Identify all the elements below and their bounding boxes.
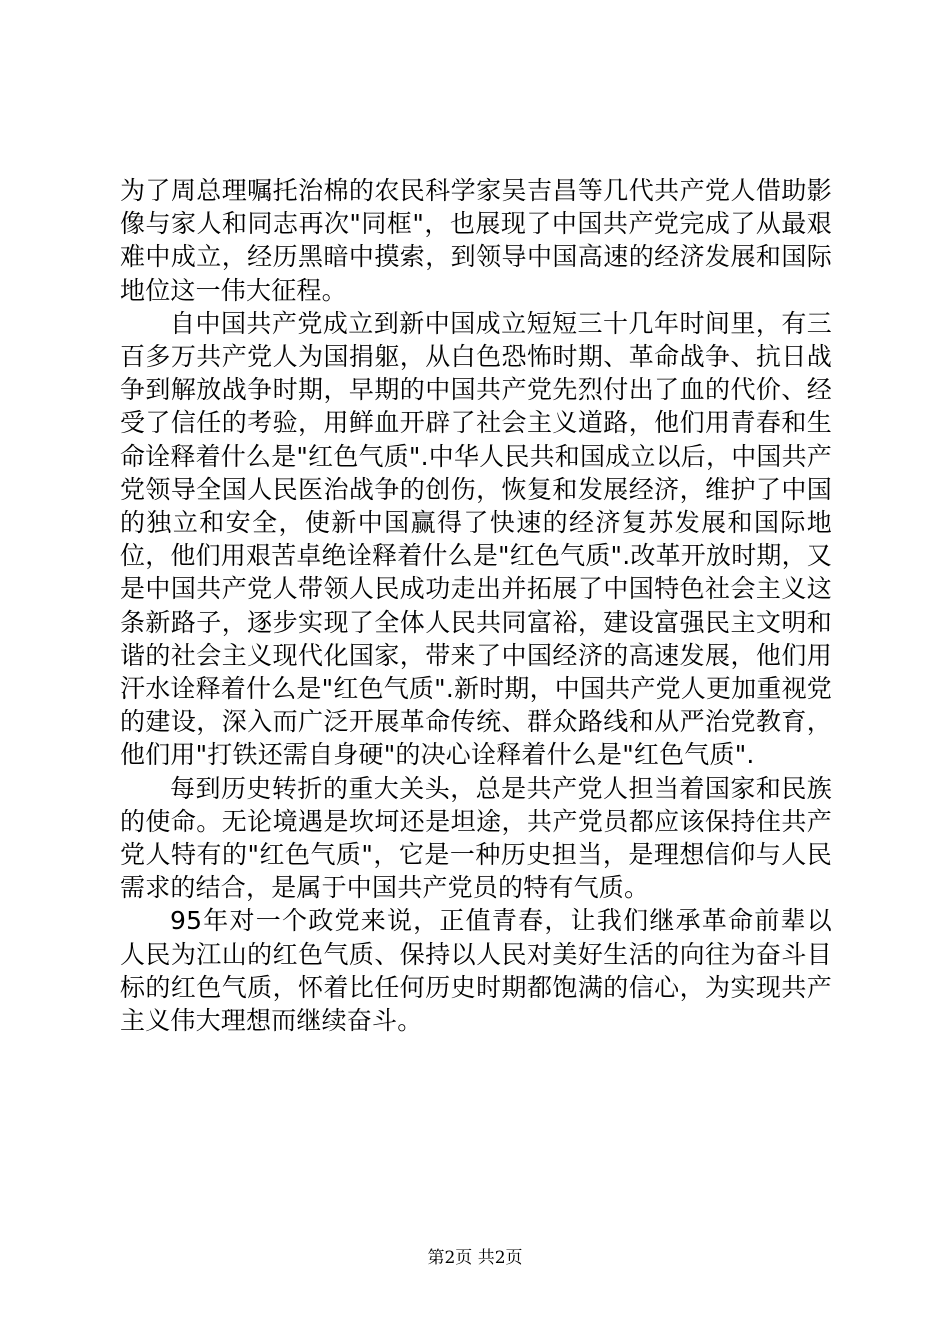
- paragraph-history: 自中国共产党成立到新中国成立短短三十几年时间里，有三百多万共产党人为国捐躯，从白色恐怖时期、革命战争、抗日战争到解放战争时期，早期的中国共产党先烈付出了血的代价、经受了信任的考验，用鲜血开辟了社会主义道路，他们用青春和生命诠释着什么是"红色气质".中华人民共和国成立以后，中国共产党领导全国人民医治战争的创伤，恢复和发展经济，维护了中国的独立和安全，使新中国赢得了快速的经济复苏发展和国际地位，他们用艰苦卓绝诠释着什么是"红色气质".改革开放时期，又是中国共产党人带领人民成功走出并拓展了中国特色社会主义这条新路子，逐步实现了全体人民共同富裕，建设富强民主文明和谐的社会主义现代化国家，带来了中国经济的高速发展，他们用汗水诠释着什么是"红色气质".新时期，中国共产党人更加重视党的建设，深入而广泛开展革命传统、群众路线和从严治党教育，他们用"打铁还需自身硬"的决心诠释着什么是"红色气质".: [120, 308, 832, 770]
- document-body: [120, 174, 832, 1037]
- page-footer: 第2页 共2页: [427, 1248, 523, 1268]
- paragraph-conclusion: 95年对一个政党来说，正值青春，让我们继承革命前辈以人民为江山的红色气质、保持以人民对美好生活的向往为奋斗目标的红色气质，怀着比任何历史时期都饱满的信心，为实现共产主义伟大理想而继续奋斗。: [120, 906, 832, 1036]
- paragraph-mission: 每到历史转折的重大关头，总是共产党人担当着国家和民族的使命。无论境遇是坎坷还是坦途，共产党员都应该保持住共产党人特有的"红色气质"，它是一种历史担当，是理想信仰与人民需求的结合，是属于中国共产党员的特有气质。: [120, 773, 832, 903]
- paragraph-continuation: 为了周总理嘱托治棉的农民科学家吴吉昌等几代共产党人借助影像与家人和同志再次"同框"，也展现了中国共产党完成了从最艰难中成立，经历黑暗中摸索，到领导中国高速的经济发展和国际地位这一伟大征程。: [120, 176, 832, 305]
